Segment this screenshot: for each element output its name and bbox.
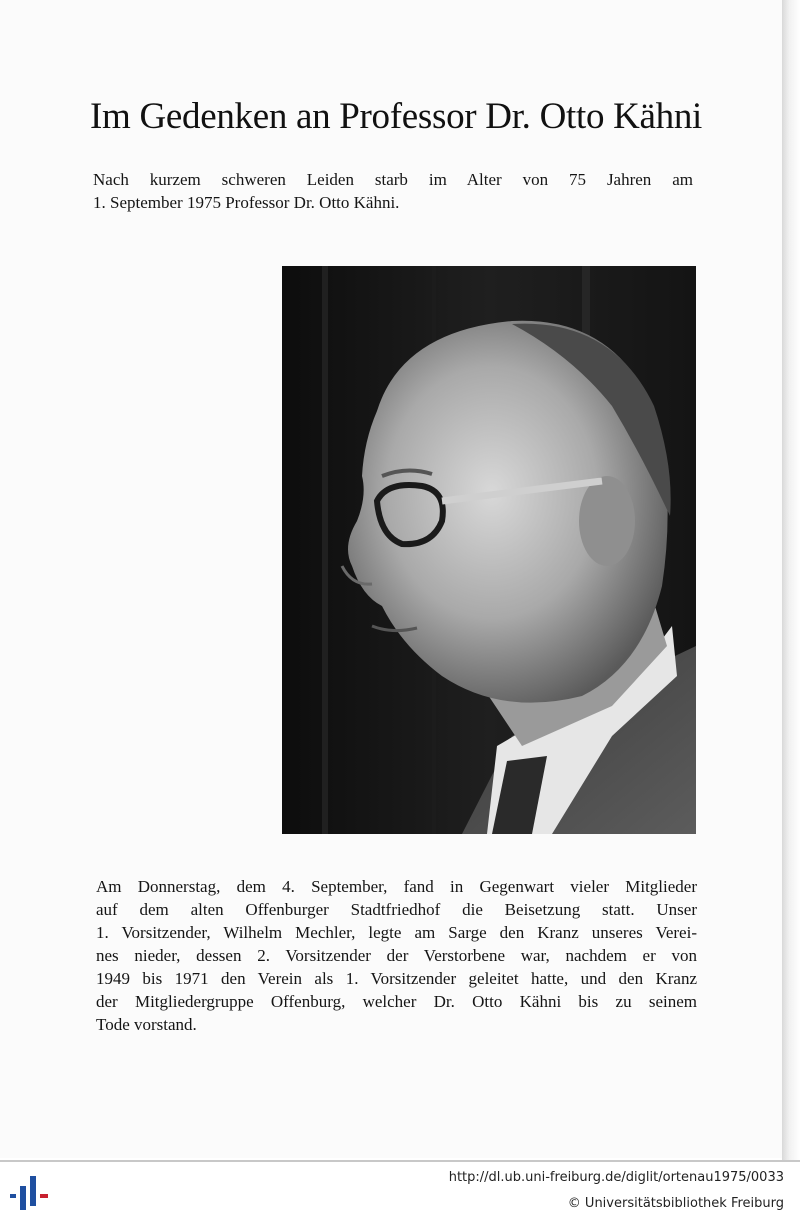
body-line: 1. Vorsitzender, Wilhelm Mechler, legte am Sarge den Kranz unseres Verei- <box>96 923 697 942</box>
ub-freiburg-logo-icon <box>8 1172 52 1212</box>
body-line: der Mitgliedergruppe Offenburg, welcher Dr. Otto Kähni bis zu seinem <box>96 992 697 1011</box>
body-line: Am Donnerstag, dem 4. September, fand in Gegenwart vieler Mitglieder <box>96 877 697 896</box>
body-paragraph <box>96 875 697 1036</box>
intro-line: Nach kurzem schweren Leiden starb im Alter von 75 Jahren am <box>93 170 693 189</box>
intro-paragraph <box>93 168 693 214</box>
footer-divider <box>0 1160 800 1162</box>
body-line: auf dem alten Offenburger Stadtfriedhof die Beisetzung statt. Unser <box>96 900 697 919</box>
intro-line: 1. September 1975 Professor Dr. Otto Kähni. <box>93 193 400 212</box>
body-line: Tode vorstand. <box>96 1015 197 1034</box>
page-title: Im Gedenken an Professor Dr. Otto Kähni <box>90 96 703 137</box>
body-line: 1949 bis 1971 den Verein als 1. Vorsitzender geleitet hatte, und den Kranz <box>96 969 697 988</box>
page-edge-shadow <box>782 0 800 1160</box>
source-url-link[interactable]: http://dl.ub.uni-freiburg.de/diglit/ortenau1975/0033 <box>448 1170 784 1185</box>
body-line: nes nieder, dessen 2. Vorsitzender der Verstorbene war, nachdem er von <box>96 946 697 965</box>
copyright-text: © Universitätsbibliothek Freiburg <box>567 1196 784 1211</box>
portrait-illustration <box>282 266 696 834</box>
portrait-photo <box>282 266 696 834</box>
